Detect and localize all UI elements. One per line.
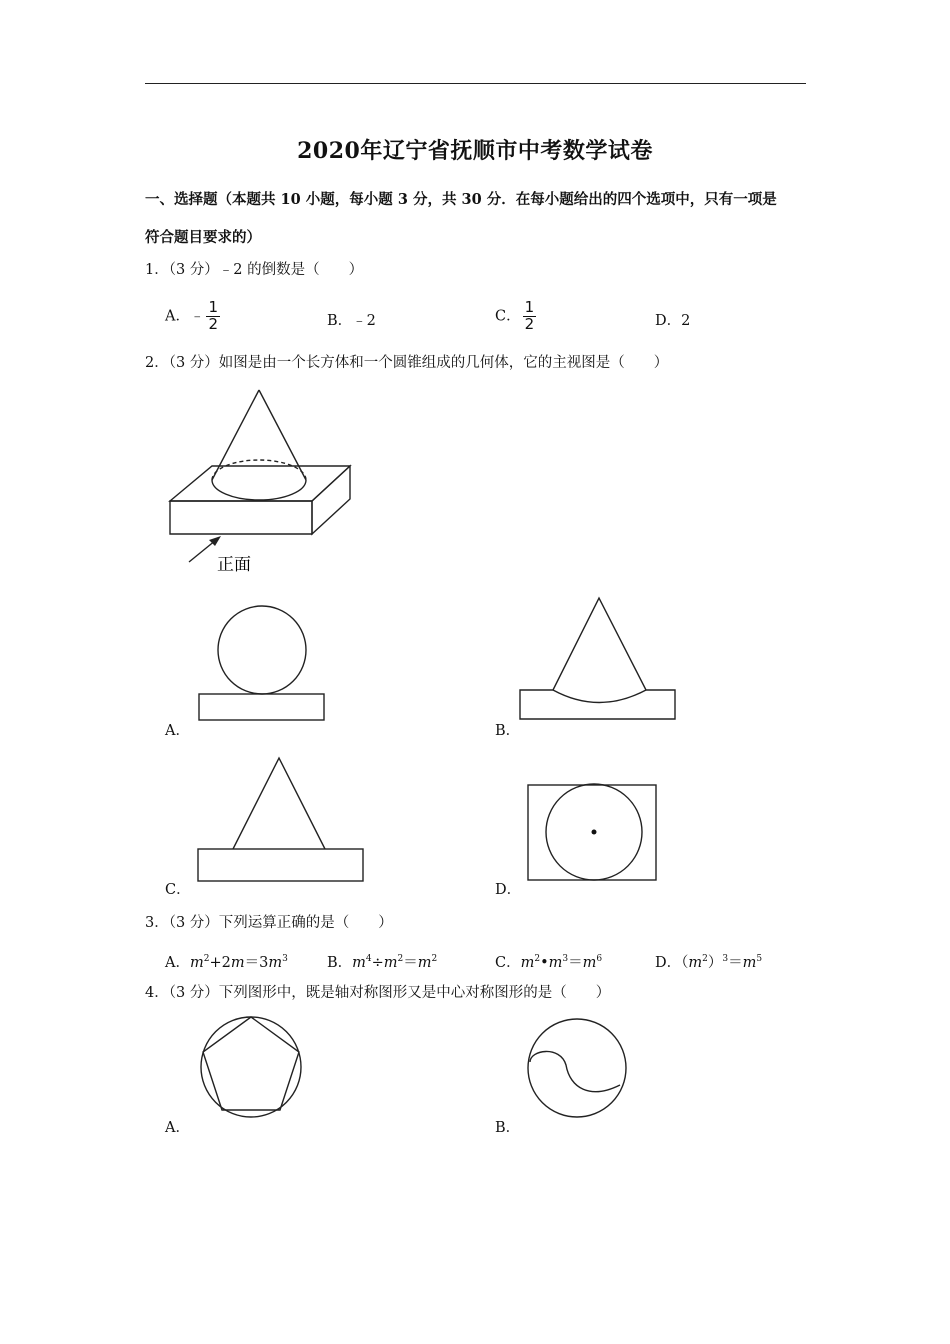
- var: m: [268, 955, 283, 971]
- var: m: [352, 955, 366, 971]
- exponent: 4: [365, 954, 372, 965]
- operator: •: [540, 955, 549, 971]
- page-title: 2020年辽宁省抚顺市中考数学试卷: [297, 138, 653, 164]
- exponent: 2: [397, 954, 404, 965]
- exponent: 3: [562, 954, 569, 965]
- exponent: 2: [534, 954, 541, 965]
- question-1-stem: 1．（3 分）﹣2 的倒数是（ ）: [145, 262, 364, 278]
- exponent: 2: [431, 954, 438, 965]
- var: m: [230, 955, 245, 971]
- q1-option-b[interactable]: B．﹣2: [327, 313, 376, 329]
- var: m: [383, 955, 398, 971]
- q3-option-b-label: B．: [327, 955, 353, 971]
- var: m: [688, 955, 703, 971]
- exponent: 3: [282, 954, 288, 965]
- paren: ）: [707, 955, 723, 971]
- var: m: [548, 955, 563, 971]
- q1-option-c-numerator: 1: [524, 298, 535, 316]
- paren: （: [681, 955, 689, 971]
- q3-option-c-label: C．: [495, 955, 521, 971]
- var: m: [520, 955, 535, 971]
- operator: +2: [209, 955, 231, 971]
- option-b-curve: [530, 1051, 620, 1091]
- question-3-stem: 3．（3 分）下列运算正确的是（ ）: [145, 915, 393, 931]
- q1-option-d[interactable]: D．2: [655, 313, 691, 329]
- option-b-outer-circle: [528, 1019, 626, 1117]
- var: m: [582, 955, 597, 971]
- exponent: 2: [203, 954, 210, 965]
- q1-option-a-prefix: A．﹣: [165, 308, 205, 325]
- operator: ＝: [403, 955, 418, 971]
- section-heading-line2: 符合题目要求的）: [145, 229, 261, 246]
- question-2-stem: 2．（3 分）如图是由一个长方体和一个圆锥组成的几何体，它的主视图是（ ）: [145, 355, 669, 371]
- q4-option-b[interactable]: B．: [495, 1120, 521, 1136]
- operator: ＝: [728, 955, 743, 971]
- q2-option-a[interactable]: A．: [165, 723, 190, 739]
- section-heading-line1: 一、选择题（本题共 10 小题，每小题 3 分，共 30 分．在每小题给出的四个选项中，只有一项是: [145, 191, 777, 208]
- q2-option-c[interactable]: C．: [165, 882, 191, 898]
- operator: ＝3: [244, 955, 269, 971]
- q1-option-c-denominator: 2: [524, 314, 535, 333]
- var: m: [417, 955, 432, 971]
- exponent: 3: [722, 954, 729, 965]
- q2-option-b[interactable]: B．: [495, 723, 521, 739]
- q1-option-a-numerator: 1: [208, 298, 219, 316]
- q4-option-a[interactable]: A．: [165, 1120, 190, 1136]
- front-label: 正面: [217, 555, 251, 575]
- q2-option-d[interactable]: D．: [495, 882, 522, 898]
- operator: ÷: [371, 955, 384, 971]
- question-4-stem: 4．（3 分）下列图形中，既是轴对称图形又是中心对称图形的是（ ）: [145, 985, 611, 1001]
- q3-option-a-label: A．: [165, 955, 190, 971]
- q1-option-a-denominator: 2: [208, 314, 219, 333]
- var: m: [742, 955, 757, 971]
- exponent: 2: [702, 954, 708, 965]
- var: m: [189, 955, 204, 971]
- q3-option-d-label: D．: [655, 955, 682, 971]
- exponent: 6: [596, 954, 603, 965]
- operator: ＝: [568, 955, 583, 971]
- q1-option-c-prefix: C．: [495, 308, 521, 325]
- exponent: 5: [756, 954, 763, 965]
